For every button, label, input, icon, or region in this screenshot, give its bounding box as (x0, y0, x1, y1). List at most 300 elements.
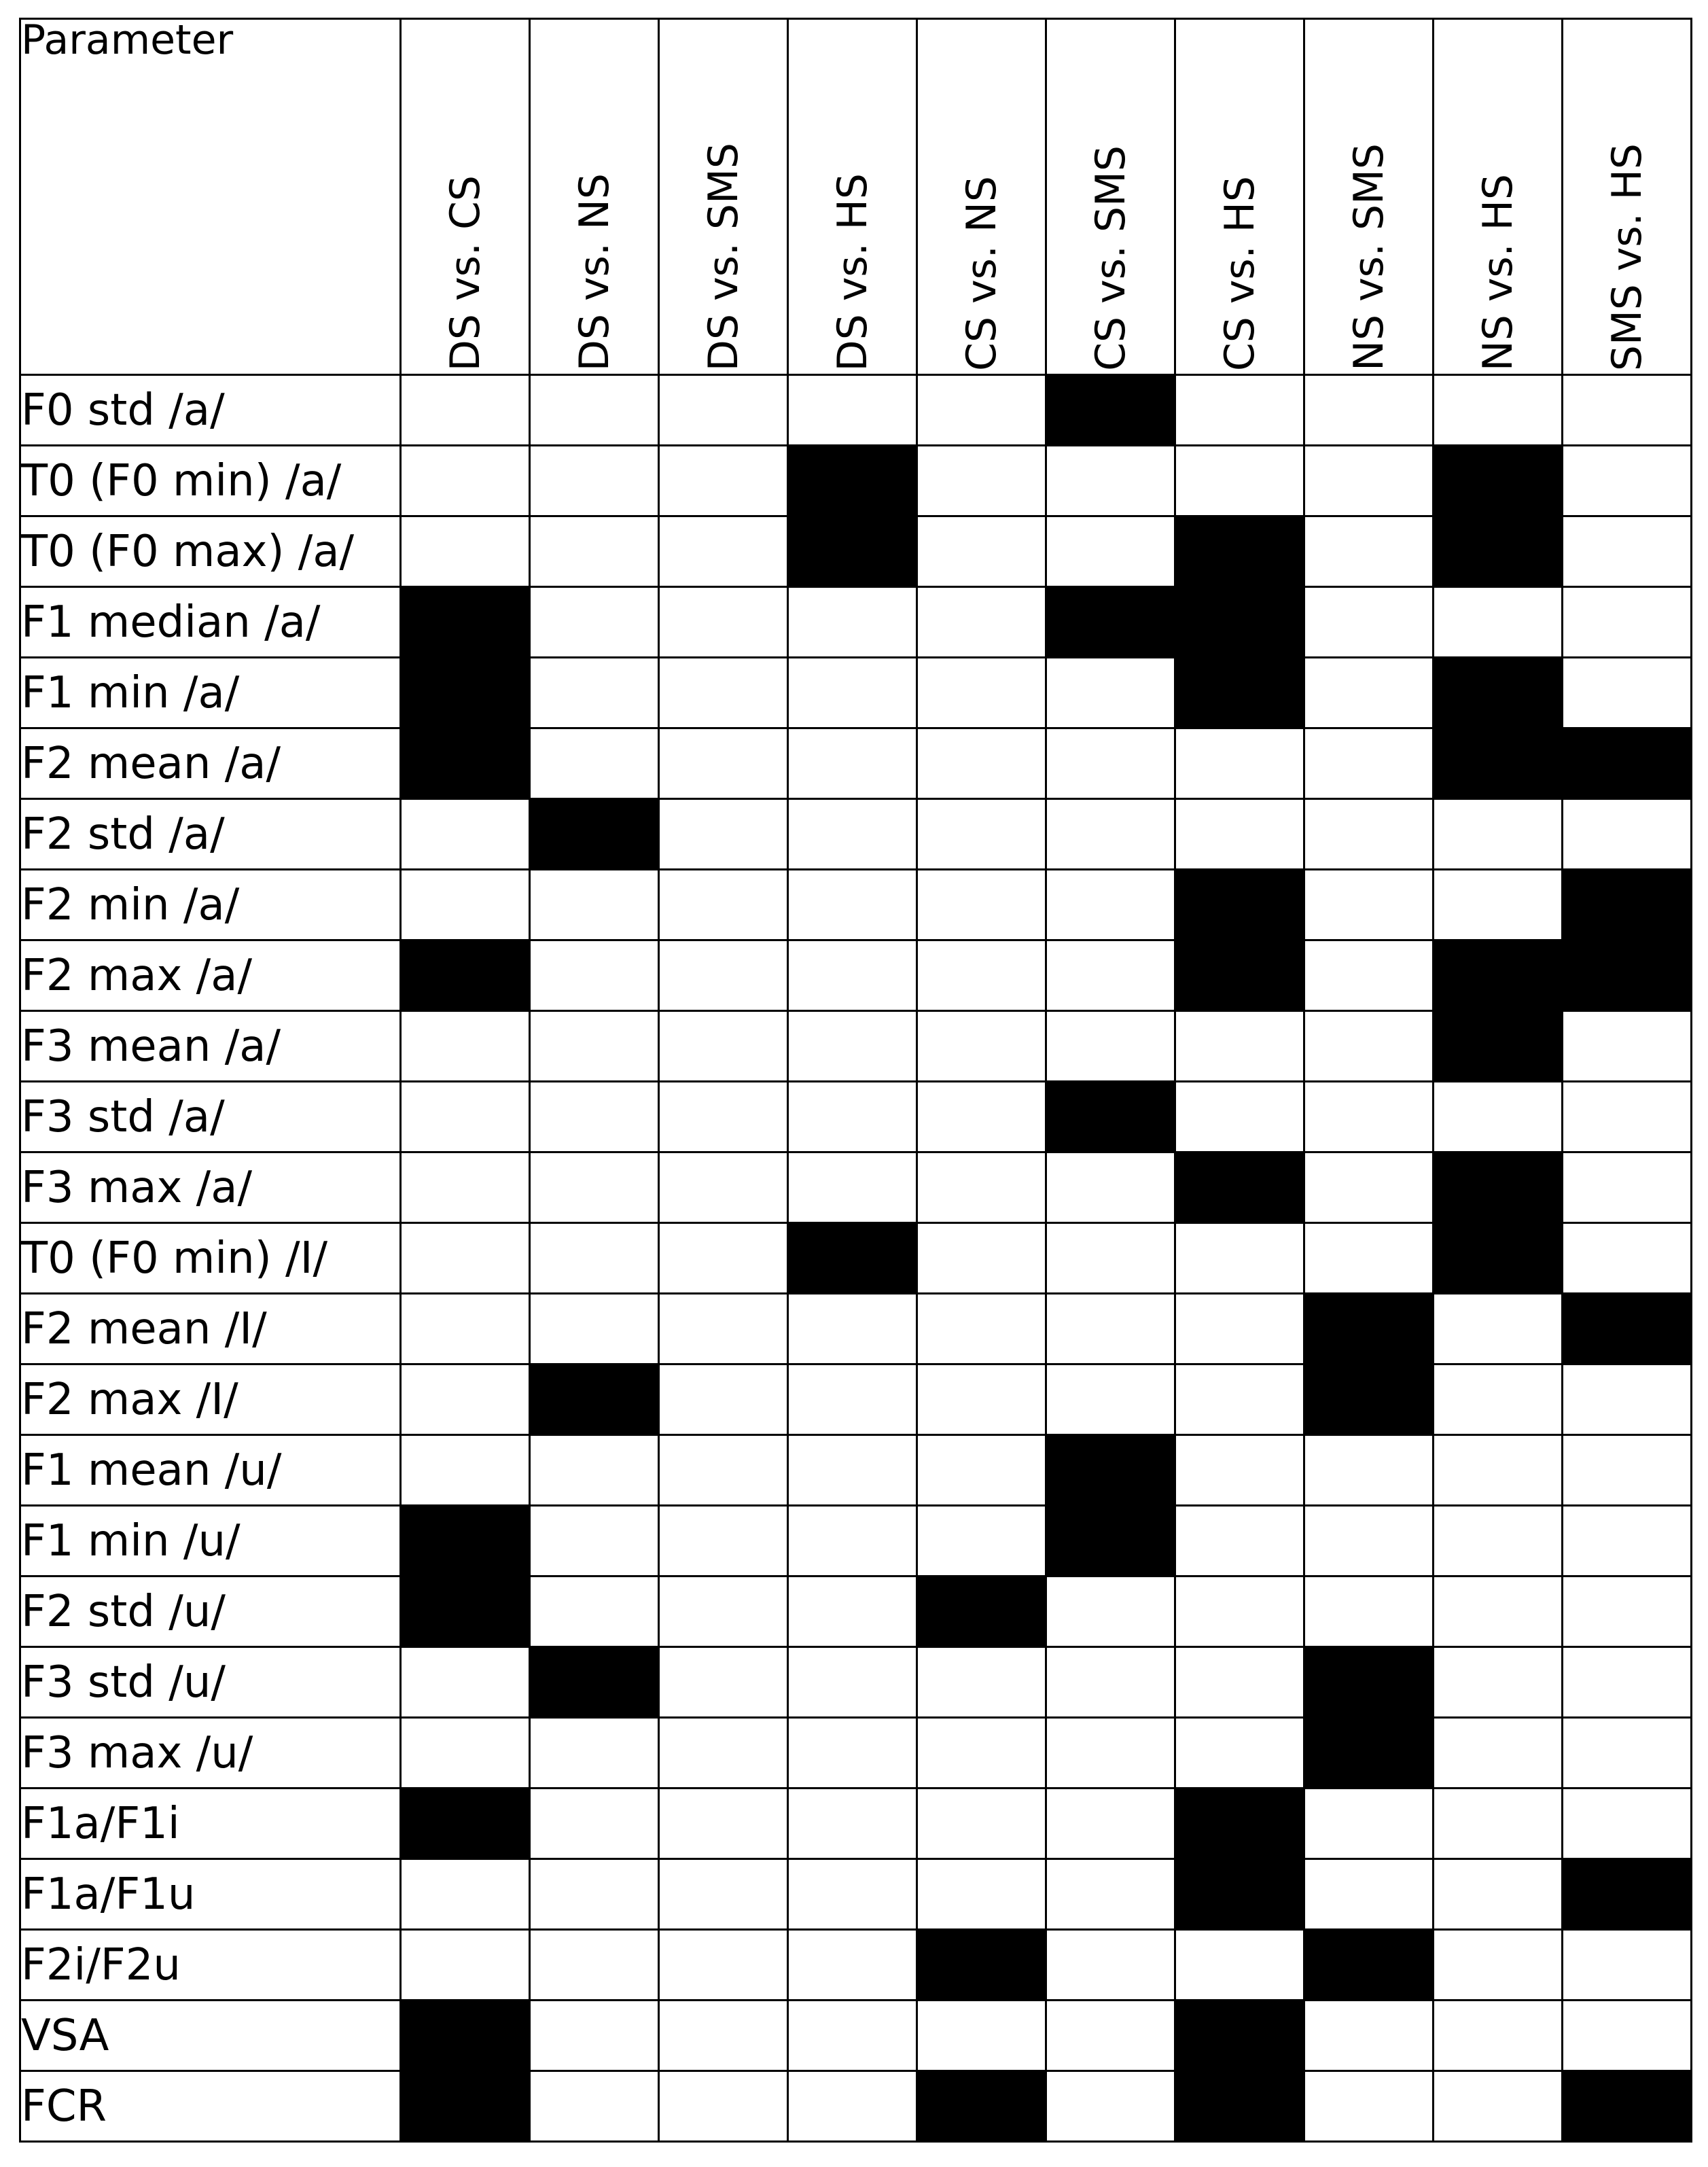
empty-cell (1304, 1082, 1434, 1152)
empty-cell (788, 2001, 917, 2071)
empty-cell (1304, 1506, 1434, 1576)
empty-cell (1434, 1789, 1563, 1859)
empty-cell (530, 1223, 659, 1294)
empty-cell (1434, 1364, 1563, 1435)
significant-cell (1434, 940, 1563, 1011)
empty-cell (917, 1223, 1046, 1294)
empty-cell (1175, 1082, 1304, 1152)
empty-cell (530, 1930, 659, 2001)
table-row (20, 870, 1692, 940)
empty-cell (1046, 2001, 1175, 2071)
table-row (20, 728, 1692, 799)
empty-cell (1046, 1718, 1175, 1789)
empty-cell (1563, 1223, 1692, 1294)
empty-cell (917, 1011, 1046, 1082)
significant-cell (530, 799, 659, 870)
empty-cell (401, 1930, 530, 2001)
parameter-label: T0 (F0 max) /a/ (20, 516, 401, 587)
empty-cell (788, 1930, 917, 2001)
empty-cell (401, 1364, 530, 1435)
empty-cell (1304, 1435, 1434, 1506)
table-body (20, 375, 1692, 2142)
significant-cell (1563, 870, 1692, 940)
empty-cell (659, 1647, 788, 1718)
empty-cell (530, 2001, 659, 2071)
comparison-header (1046, 19, 1175, 375)
table-row (20, 446, 1692, 516)
empty-cell (917, 587, 1046, 658)
empty-cell (917, 446, 1046, 516)
significant-cell (1175, 2071, 1304, 2142)
significant-cell (1304, 1718, 1434, 1789)
table-row (20, 1930, 1692, 2001)
empty-cell (401, 375, 530, 446)
empty-cell (1434, 1506, 1563, 1576)
empty-cell (401, 799, 530, 870)
significant-cell (1434, 1011, 1563, 1082)
empty-cell (917, 1506, 1046, 1576)
empty-cell (1046, 2071, 1175, 2142)
empty-cell (401, 1435, 530, 1506)
empty-cell (1304, 1859, 1434, 1930)
empty-cell (1046, 1930, 1175, 2001)
table-row (20, 1576, 1692, 1647)
significant-cell (1046, 1435, 1175, 1506)
significant-cell (1304, 1930, 1434, 2001)
significant-cell (1304, 1364, 1434, 1435)
significant-cell (530, 1364, 659, 1435)
empty-cell (1046, 1152, 1175, 1223)
table-row (20, 516, 1692, 587)
empty-cell (1046, 940, 1175, 1011)
empty-cell (1046, 1011, 1175, 1082)
empty-cell (788, 2071, 917, 2142)
empty-cell (1434, 799, 1563, 870)
empty-cell (1434, 1294, 1563, 1364)
parameter-label: F2 max /I/ (20, 1364, 401, 1435)
significant-cell (401, 658, 530, 728)
significant-cell (1175, 1152, 1304, 1223)
significant-cell (1434, 1152, 1563, 1223)
parameter-label: T0 (F0 min) /a/ (20, 446, 401, 516)
empty-cell (530, 587, 659, 658)
empty-cell (1046, 1364, 1175, 1435)
empty-cell (788, 1294, 917, 1364)
empty-cell (659, 2071, 788, 2142)
significant-cell (1175, 1789, 1304, 1859)
empty-cell (1175, 1011, 1304, 1082)
empty-cell (788, 1859, 917, 1930)
empty-cell (659, 1718, 788, 1789)
empty-cell (1175, 728, 1304, 799)
parameter-label: VSA (20, 2001, 401, 2071)
empty-cell (1563, 375, 1692, 446)
empty-cell (788, 1152, 917, 1223)
empty-cell (1563, 1506, 1692, 1576)
empty-cell (530, 1859, 659, 1930)
table-row (20, 1152, 1692, 1223)
significant-cell (788, 1223, 917, 1294)
empty-cell (1046, 1223, 1175, 1294)
significant-cell (917, 2071, 1046, 2142)
significant-cell (917, 1576, 1046, 1647)
significant-cell (788, 446, 917, 516)
empty-cell (1434, 1435, 1563, 1506)
parameter-label: F3 mean /a/ (20, 1011, 401, 1082)
significant-cell (1046, 587, 1175, 658)
table-row (20, 1294, 1692, 1364)
empty-cell (788, 1789, 917, 1859)
significant-cell (1563, 1859, 1692, 1930)
table-row (20, 2071, 1692, 2142)
empty-cell (1563, 587, 1692, 658)
comparison-header (1434, 19, 1563, 375)
parameter-label: F1 median /a/ (20, 587, 401, 658)
table-row (20, 1647, 1692, 1718)
empty-cell (1563, 658, 1692, 728)
table-row (20, 1506, 1692, 1576)
empty-cell (1304, 799, 1434, 870)
empty-cell (530, 728, 659, 799)
parameter-label: F3 max /u/ (20, 1718, 401, 1789)
significant-cell (1434, 446, 1563, 516)
empty-cell (1046, 658, 1175, 728)
empty-cell (1304, 658, 1434, 728)
empty-cell (530, 940, 659, 1011)
empty-cell (1046, 1859, 1175, 1930)
empty-cell (1434, 1082, 1563, 1152)
significant-cell (401, 2001, 530, 2071)
empty-cell (1046, 516, 1175, 587)
parameter-label: F1 min /u/ (20, 1506, 401, 1576)
empty-cell (1304, 1789, 1434, 1859)
table-row (20, 1223, 1692, 1294)
significant-cell (1563, 940, 1692, 1011)
significant-cell (1175, 658, 1304, 728)
empty-cell (1175, 799, 1304, 870)
empty-cell (1175, 375, 1304, 446)
empty-cell (659, 728, 788, 799)
empty-cell (401, 1223, 530, 1294)
parameter-label: F1a/F1u (20, 1859, 401, 1930)
parameter-label: F2 mean /a/ (20, 728, 401, 799)
empty-cell (659, 446, 788, 516)
empty-cell (401, 1294, 530, 1364)
empty-cell (1175, 1647, 1304, 1718)
significant-cell (1175, 587, 1304, 658)
significant-cell (1046, 1082, 1175, 1152)
comparison-header-label: SMS vs. HS (1603, 143, 1651, 371)
comparison-header (401, 19, 530, 375)
empty-cell (659, 1576, 788, 1647)
comparison-header-label: CS vs. HS (1215, 175, 1264, 371)
empty-cell (788, 587, 917, 658)
comparison-header-label: DS vs. NS (570, 173, 618, 371)
parameter-label: F1 min /a/ (20, 658, 401, 728)
empty-cell (1434, 2001, 1563, 2071)
significant-cell (1046, 1506, 1175, 1576)
empty-cell (917, 516, 1046, 587)
empty-cell (1434, 870, 1563, 940)
empty-cell (1563, 1930, 1692, 2001)
significant-cell (401, 2071, 530, 2142)
empty-cell (530, 658, 659, 728)
empty-cell (1304, 1223, 1434, 1294)
empty-cell (1304, 1152, 1434, 1223)
empty-cell (659, 1789, 788, 1859)
empty-cell (1046, 446, 1175, 516)
significant-cell (917, 1930, 1046, 2001)
significant-cell (401, 1789, 530, 1859)
table-row (20, 1364, 1692, 1435)
comparison-header-label: NS vs. SMS (1345, 143, 1393, 371)
empty-cell (659, 870, 788, 940)
empty-cell (401, 1647, 530, 1718)
empty-cell (530, 375, 659, 446)
empty-cell (401, 1718, 530, 1789)
empty-cell (1563, 1789, 1692, 1859)
empty-cell (788, 375, 917, 446)
empty-cell (401, 1011, 530, 1082)
empty-cell (788, 1435, 917, 1506)
significant-cell (1563, 2071, 1692, 2142)
empty-cell (1175, 1294, 1304, 1364)
empty-cell (1175, 1576, 1304, 1647)
significant-cell (401, 728, 530, 799)
empty-cell (659, 1223, 788, 1294)
empty-cell (1175, 1506, 1304, 1576)
empty-cell (917, 1647, 1046, 1718)
empty-cell (1304, 587, 1434, 658)
empty-cell (401, 1859, 530, 1930)
empty-cell (1046, 1789, 1175, 1859)
empty-cell (530, 1294, 659, 1364)
empty-cell (917, 1435, 1046, 1506)
empty-cell (917, 1718, 1046, 1789)
empty-cell (530, 1435, 659, 1506)
empty-cell (1175, 1930, 1304, 2001)
significant-cell (1175, 2001, 1304, 2071)
significant-cell (1304, 1647, 1434, 1718)
significant-cell (401, 1506, 530, 1576)
empty-cell (917, 658, 1046, 728)
empty-cell (659, 1152, 788, 1223)
significant-cell (1175, 516, 1304, 587)
significant-cell (1434, 1223, 1563, 1294)
parameter-label: F2 max /a/ (20, 940, 401, 1011)
empty-cell (917, 1859, 1046, 1930)
empty-cell (1304, 1011, 1434, 1082)
empty-cell (1434, 2071, 1563, 2142)
empty-cell (788, 1576, 917, 1647)
empty-cell (530, 1789, 659, 1859)
significant-cell (1563, 728, 1692, 799)
table-row (20, 1789, 1692, 1859)
empty-cell (401, 1152, 530, 1223)
table-row (20, 658, 1692, 728)
empty-cell (530, 1506, 659, 1576)
parameter-label: F2i/F2u (20, 1930, 401, 2001)
parameter-label: F1a/F1i (20, 1789, 401, 1859)
parameter-column-header: Parameter (20, 19, 401, 375)
significant-cell (1304, 1294, 1434, 1364)
empty-cell (788, 1364, 917, 1435)
empty-cell (788, 940, 917, 1011)
table-row (20, 940, 1692, 1011)
empty-cell (1434, 1859, 1563, 1930)
significant-cell (1434, 658, 1563, 728)
empty-cell (530, 1718, 659, 1789)
empty-cell (917, 2001, 1046, 2071)
empty-cell (1304, 870, 1434, 940)
table-row (20, 1718, 1692, 1789)
table-row (20, 375, 1692, 446)
empty-cell (530, 870, 659, 940)
empty-cell (1434, 587, 1563, 658)
empty-cell (1046, 728, 1175, 799)
table-row (20, 1082, 1692, 1152)
empty-cell (917, 375, 1046, 446)
empty-cell (1304, 2071, 1434, 2142)
empty-cell (788, 1647, 917, 1718)
empty-cell (1046, 1294, 1175, 1364)
empty-cell (659, 1435, 788, 1506)
empty-cell (1175, 1364, 1304, 1435)
empty-cell (1563, 1011, 1692, 1082)
empty-cell (530, 1082, 659, 1152)
empty-cell (401, 870, 530, 940)
empty-cell (401, 446, 530, 516)
comparison-header-label: CS vs. NS (957, 176, 1006, 371)
comparison-header (659, 19, 788, 375)
parameter-label: F2 std /a/ (20, 799, 401, 870)
empty-cell (1434, 1576, 1563, 1647)
empty-cell (917, 1364, 1046, 1435)
empty-cell (1563, 1647, 1692, 1718)
empty-cell (917, 1294, 1046, 1364)
empty-cell (1563, 1082, 1692, 1152)
parameter-label: T0 (F0 min) /I/ (20, 1223, 401, 1294)
significant-cell (1175, 1859, 1304, 1930)
empty-cell (659, 375, 788, 446)
significant-cell (1175, 940, 1304, 1011)
table-row (20, 1435, 1692, 1506)
comparison-header (530, 19, 659, 375)
empty-cell (788, 799, 917, 870)
parameter-label: F3 std /a/ (20, 1082, 401, 1152)
empty-cell (659, 799, 788, 870)
comparison-header-label: NS vs. HS (1474, 173, 1522, 371)
empty-cell (788, 728, 917, 799)
parameter-label: F3 std /u/ (20, 1647, 401, 1718)
comparison-header-label: DS vs. HS (828, 173, 876, 371)
empty-cell (659, 1294, 788, 1364)
significant-cell (401, 1576, 530, 1647)
header-row (20, 19, 1692, 375)
empty-cell (1434, 1930, 1563, 2001)
significant-cell (401, 587, 530, 658)
empty-cell (1563, 516, 1692, 587)
empty-cell (659, 1930, 788, 2001)
empty-cell (1563, 446, 1692, 516)
empty-cell (1046, 799, 1175, 870)
table-row (20, 587, 1692, 658)
empty-cell (1563, 1364, 1692, 1435)
empty-cell (788, 1082, 917, 1152)
comparison-header-label: DS vs. SMS (699, 142, 747, 371)
empty-cell (1046, 1576, 1175, 1647)
table-row (20, 2001, 1692, 2071)
empty-cell (1304, 375, 1434, 446)
empty-cell (659, 516, 788, 587)
parameter-label: F2 mean /I/ (20, 1294, 401, 1364)
comparison-header (917, 19, 1046, 375)
parameter-label: F1 mean /u/ (20, 1435, 401, 1506)
empty-cell (530, 1152, 659, 1223)
empty-cell (788, 1011, 917, 1082)
significant-cell (1434, 516, 1563, 587)
significant-cell (401, 940, 530, 1011)
significant-cell (1434, 728, 1563, 799)
empty-cell (659, 1011, 788, 1082)
empty-cell (659, 1506, 788, 1576)
table-row (20, 799, 1692, 870)
empty-cell (1304, 940, 1434, 1011)
comparison-header (1304, 19, 1434, 375)
significant-cell (530, 1647, 659, 1718)
empty-cell (788, 658, 917, 728)
empty-cell (1563, 2001, 1692, 2071)
empty-cell (1175, 1435, 1304, 1506)
empty-cell (659, 658, 788, 728)
empty-cell (401, 1082, 530, 1152)
empty-cell (788, 1506, 917, 1576)
empty-cell (1563, 799, 1692, 870)
empty-cell (917, 1152, 1046, 1223)
significant-cell (1046, 375, 1175, 446)
empty-cell (788, 870, 917, 940)
empty-cell (1434, 1647, 1563, 1718)
table-row (20, 1011, 1692, 1082)
table-row (20, 1859, 1692, 1930)
significant-cell (788, 516, 917, 587)
empty-cell (1563, 1576, 1692, 1647)
empty-cell (1304, 728, 1434, 799)
empty-cell (1434, 375, 1563, 446)
empty-cell (788, 1718, 917, 1789)
empty-cell (530, 446, 659, 516)
empty-cell (1563, 1435, 1692, 1506)
empty-cell (659, 940, 788, 1011)
parameter-label: FCR (20, 2071, 401, 2142)
comparison-header (1563, 19, 1692, 375)
empty-cell (917, 728, 1046, 799)
significant-cell (1563, 1294, 1692, 1364)
empty-cell (1304, 2001, 1434, 2071)
empty-cell (401, 516, 530, 587)
comparison-header (1175, 19, 1304, 375)
parameter-label: F2 min /a/ (20, 870, 401, 940)
empty-cell (917, 870, 1046, 940)
empty-cell (530, 1576, 659, 1647)
empty-cell (917, 799, 1046, 870)
empty-cell (1563, 1718, 1692, 1789)
comparison-header-label: CS vs. SMS (1086, 145, 1135, 371)
empty-cell (1175, 446, 1304, 516)
empty-cell (917, 940, 1046, 1011)
empty-cell (659, 1859, 788, 1930)
empty-cell (659, 2001, 788, 2071)
